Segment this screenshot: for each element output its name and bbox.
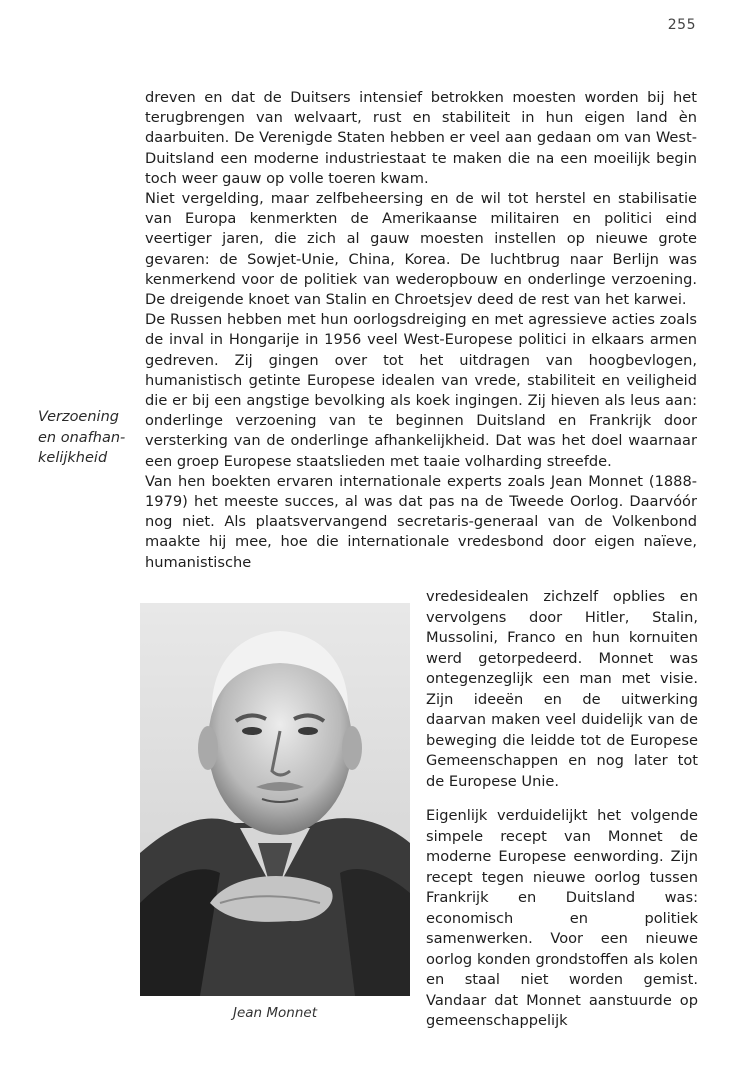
side-text-column-2 [426,806,698,1032]
margin-note-line: en onafhan- [38,429,126,446]
side-paragraph-2: Eigenlijk verduidelijkt het volgende simpele recept van Monnet de moderne Europese eenwording. Zijn recept tegen nieuwe oorlog tussen Frankrijk en Duitsland was: economisch en politiek samenwerken. Voor een nieuwe oorlog konden grondstoffen als kolen en staal niet worden gemist. Vandaar dat Monnet aanstuurde op gemeenschappelijk [426,807,698,1029]
portrait-caption: Jean Monnet [232,1005,318,1021]
margin-note [38,407,138,469]
paragraph-3: De Russen hebben met hun oorlogsdreiging en met agressieve acties zoals de inval in Hongarije in 1956 veel West-Europese politici in elkaars armen gedreven. Zij gingen over tot het uitdragen van hoogbevlogen, humanistisch getinte Europese idealen van vrede, stabiliteit en veiligheid die er bij een angstige bevolking als koek ingingen. Zij hieven als leus aan: onderlinge verzoening van te beginnen Duitsland en Frankrijk door versterking van de onderlinge afhankelijkheid. Dat was het doel waarnaar een groep Europese staatslieden met taaie volharding streefde. [145,311,697,470]
margin-note-line: kelijkheid [38,450,108,466]
paragraph-1: dreven en dat de Duitsers intensief betrokken moesten worden bij het terugbrengen van welvaart, rust en stabiliteit in hun eigen land èn daarbuiten. De Verenigde Staten hebben er veel aan gedaan om van West-Duitsland een moderne industriestaat te maken die na een moeilijk begin toch weer gauw op volle toeren kwam. [145,89,697,187]
side-paragraph-1: vredesidealen zichzelf opblies en vervolgens door Hitler, Stalin, Mussolini, Franco en hun kornuiten werd getorpedeerd. Monnet was ontegenzeglijk een man met visie. Zijn ideeën en de uitwerking daarvan maken veel duidelijk van de beweging die leidde tot de Europese Gemeenschappen en nog later tot de Europese Unie. [426,588,698,790]
portrait-figure [140,603,410,1021]
paragraph-2: Niet vergelding, maar zelfbeheersing en de wil tot herstel en stabilisatie van Europa kenmerkten de Amerikaanse militairen en politici eind veertiger jaren, die zich al gauw moesten instellen op nieuwe grote gevaren: de Sowjet-Unie, China, Korea. De luchtbrug naar Berlijn was kenmerkend voor de politiek van wederopbouw en onderlinge verzoening. De dreigende knoet van Stalin en Chroetsjev deed de rest van het karwei. [145,190,697,309]
portrait-image [140,603,410,996]
side-text-column [426,587,698,792]
margin-note-line: Verzoening [38,409,119,425]
paragraph-4: Van hen boekten ervaren internationale experts zoals Jean Monnet (1888-1979) het meeste succes, al was dat pas na de Tweede Oorlog. Daarvóór nog niet. Als plaatsvervangend secretaris-generaal van de Volkenbond maakte hij mee, hoe die internationale vredesbond door eigen naïeve, humanistische [145,472,697,571]
portrait-photo [140,603,410,996]
main-text-column [145,88,697,573]
page-number: 255 [667,17,696,33]
